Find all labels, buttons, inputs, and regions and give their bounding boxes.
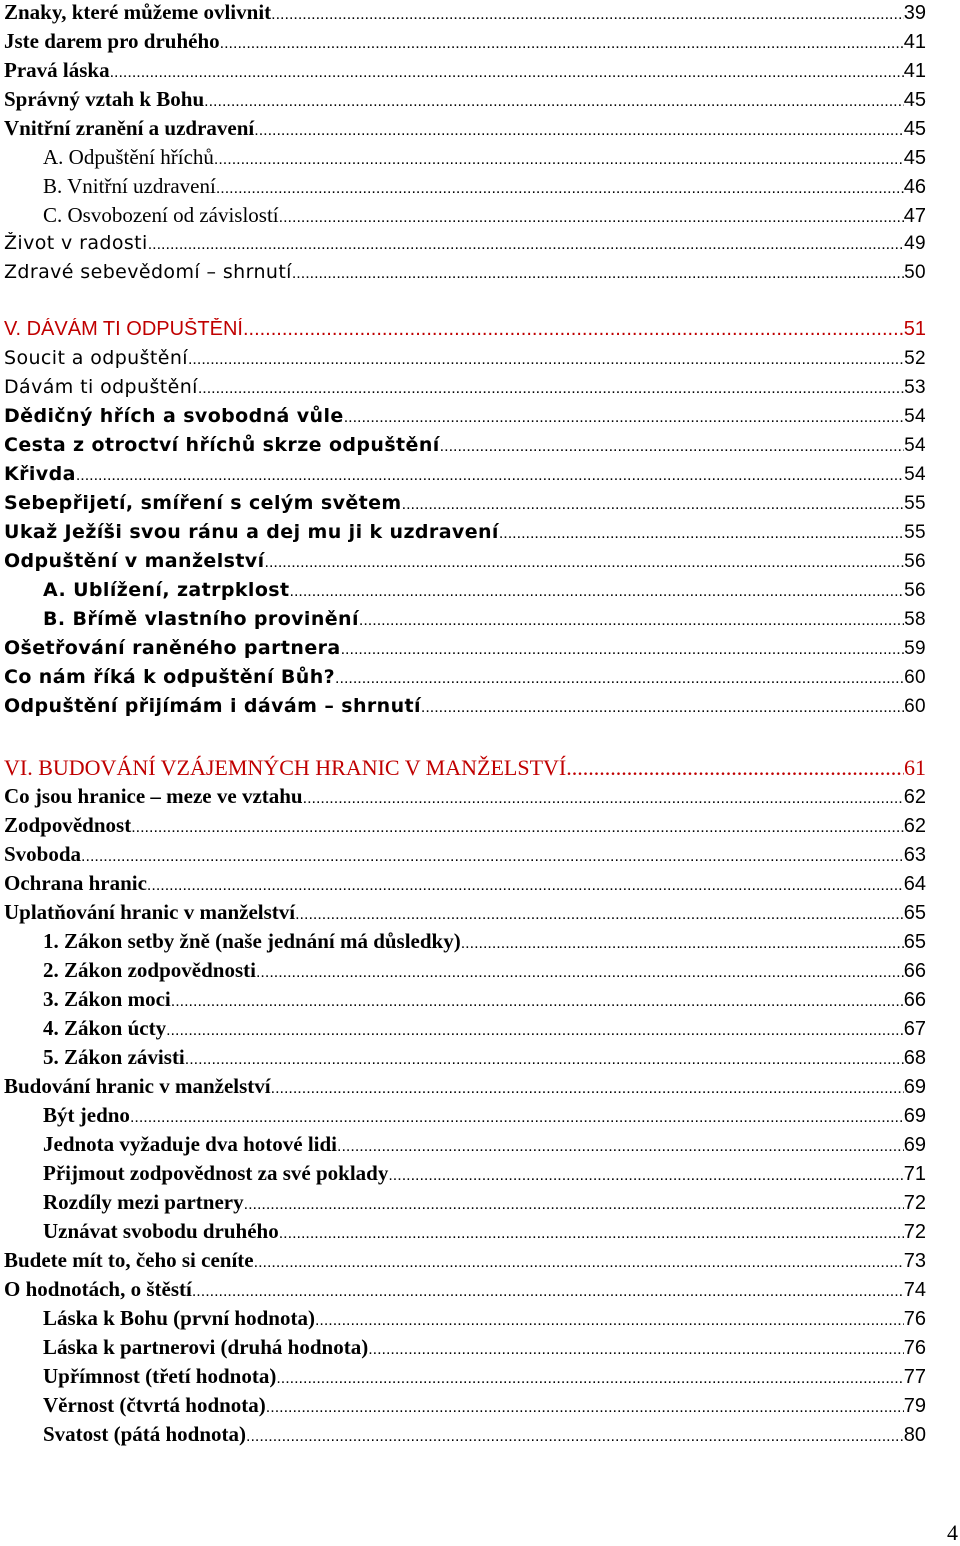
toc-entry-title: Správný vztah k Bohu [4, 87, 205, 111]
dot-leader [266, 1399, 904, 1417]
toc-entry[interactable] [43, 608, 926, 637]
dot-leader [335, 670, 904, 688]
toc-entry-title: Dávám ti odpuštění [4, 376, 198, 398]
toc-entry-title: Jednota vyžaduje dva hotové lidi [43, 1132, 338, 1156]
toc-entry[interactable] [4, 1277, 926, 1306]
page-number: 4 [947, 1520, 958, 1545]
toc-entry-title: Odpuštění v manželství [4, 550, 265, 572]
dot-leader [290, 583, 905, 601]
toc-entry[interactable] [43, 1335, 926, 1364]
toc-entry-title: B. Vnitřní uzdravení [43, 174, 216, 198]
toc-entry-title: Přijmout zodpovědnost za své poklady [43, 1161, 389, 1185]
toc-entry-title: Láska k partnerovi (druhá hodnota) [43, 1335, 369, 1359]
toc-entry[interactable] [4, 463, 926, 492]
toc-entry[interactable] [4, 0, 926, 29]
toc-entry-title: 2. Zákon zodpovědnosti [43, 958, 256, 982]
dot-leader [566, 755, 904, 781]
toc-entry-page: 55 [904, 493, 926, 514]
dot-leader [388, 1167, 903, 1185]
dot-leader [265, 554, 905, 572]
toc-entry[interactable] [4, 1248, 926, 1277]
toc-entry[interactable] [4, 492, 926, 521]
toc-entry-title: 4. Zákon úcty [43, 1016, 167, 1040]
dot-leader [243, 318, 904, 341]
dot-leader [130, 1109, 904, 1127]
toc-entry[interactable] [43, 1045, 926, 1074]
dot-leader [216, 180, 904, 198]
dot-leader [256, 964, 904, 982]
toc-entry-page: 65 [903, 931, 926, 953]
toc-entry[interactable] [43, 1132, 926, 1161]
toc-entry-title: Zdravé sebevědomí – shrnutí [4, 261, 292, 283]
toc-entry-title: Život v radosti [4, 232, 148, 254]
toc-entry-title: Křivda [4, 463, 76, 485]
dot-leader [461, 935, 904, 953]
toc-entry-page: 51 [903, 318, 926, 340]
dot-leader [315, 1312, 904, 1330]
toc-entry[interactable] [43, 1190, 926, 1219]
dot-leader [402, 496, 904, 514]
toc-entry-title: A. Odpuštění hříchů [43, 145, 214, 169]
toc-entry-page: 54 [904, 435, 926, 456]
toc-entry[interactable] [43, 1393, 926, 1422]
toc-entry-title: Věrnost (čtvrtá hodnota) [43, 1393, 266, 1417]
toc-entry-title: Uplatňování hranic v manželství [4, 900, 296, 924]
dot-leader [192, 1283, 904, 1301]
toc-entry-page: 60 [904, 667, 926, 688]
dot-leader [188, 351, 904, 369]
toc-entry[interactable] [43, 174, 926, 203]
dot-leader [295, 906, 904, 924]
toc-entry-page: 46 [903, 176, 926, 198]
toc-entry[interactable] [43, 1422, 926, 1451]
dot-leader [359, 612, 904, 630]
toc-entry[interactable] [43, 987, 926, 1016]
toc-entry[interactable] [43, 958, 926, 987]
toc-entry-page: 80 [903, 1424, 926, 1446]
toc-entry-page: 45 [903, 89, 926, 111]
toc-entry-page: 72 [903, 1221, 926, 1243]
toc-entry[interactable] [4, 521, 926, 550]
toc-entry-page: 68 [903, 1047, 926, 1069]
toc-entry[interactable] [4, 29, 926, 58]
toc-entry-page: 62 [903, 815, 926, 837]
toc-entry-page: 72 [903, 1192, 926, 1214]
toc-entry-page: 62 [903, 786, 926, 808]
toc-entry-title: A. Ublížení, zatrpklost [43, 579, 290, 601]
toc-entry-page: 58 [904, 609, 926, 630]
toc-entry[interactable] [4, 58, 926, 87]
toc-entry-title: Pravá láska [4, 58, 110, 82]
toc-entry[interactable] [43, 1306, 926, 1335]
toc-entry-title: Dědičný hřích a svobodná vůle [4, 405, 344, 427]
toc-entry-page: 64 [903, 873, 926, 895]
toc-entry-title: C. Osvobození od závislostí [43, 203, 279, 227]
toc-entry[interactable] [4, 784, 926, 813]
toc-entry-page: 56 [904, 580, 926, 601]
toc-entry[interactable] [43, 203, 926, 232]
dot-leader [131, 819, 904, 837]
toc-entry[interactable] [4, 347, 926, 376]
toc-entry-title: Budování hranic v manželství [4, 1074, 271, 1098]
toc-entry-title: Znaky, které můžeme ovlivnit [4, 0, 272, 24]
toc-entry[interactable] [4, 813, 926, 842]
dot-leader [344, 409, 904, 427]
toc-entry-page: 53 [904, 377, 926, 398]
dot-leader [440, 438, 904, 456]
toc-entry-page: 76 [903, 1337, 926, 1359]
toc-entry-title: Svoboda [4, 842, 82, 866]
toc-entry-page: 39 [903, 2, 926, 24]
dot-leader [421, 699, 904, 717]
toc-entry-page: 63 [903, 844, 926, 866]
toc-entry-page: 60 [904, 696, 926, 717]
dot-leader [166, 1022, 904, 1040]
toc-entry[interactable] [4, 405, 926, 434]
toc-entry[interactable] [43, 1103, 926, 1132]
dot-leader [76, 467, 904, 485]
dot-leader [254, 122, 904, 140]
toc-entry[interactable] [43, 1364, 926, 1393]
dot-leader [214, 151, 904, 169]
toc-entry-page: 66 [903, 960, 926, 982]
toc-entry-title: Ochrana hranic [4, 871, 147, 895]
toc-entry[interactable] [4, 666, 926, 695]
toc-entry-title: V. DÁVÁM TI ODPUŠTĚNÍ [4, 318, 243, 340]
toc-entry[interactable] [4, 871, 926, 900]
toc-entry-title: Jste darem pro druhého [4, 29, 220, 53]
dot-leader [198, 380, 904, 398]
dot-leader [254, 1254, 904, 1272]
dot-leader [337, 1138, 904, 1156]
toc-entry[interactable] [43, 1161, 926, 1190]
toc-entry[interactable] [4, 842, 926, 871]
dot-leader [271, 1080, 904, 1098]
toc-entry-title: O hodnotách, o štěstí [4, 1277, 192, 1301]
toc-entry[interactable] [43, 1219, 926, 1248]
toc-entry[interactable] [4, 261, 926, 290]
dot-leader [185, 1051, 904, 1069]
toc-entry-page: 49 [904, 233, 926, 254]
dot-leader [499, 525, 904, 543]
toc-entry-page: 41 [903, 60, 926, 82]
toc-entry-page: 56 [904, 551, 926, 572]
toc-entry-page: 69 [903, 1076, 926, 1098]
toc-entry-page: 61 [904, 755, 926, 780]
toc-entry[interactable] [43, 145, 926, 174]
toc-entry-page: 45 [903, 147, 926, 169]
toc-entry-page: 55 [904, 522, 926, 543]
toc-entry[interactable] [4, 900, 926, 929]
toc-entry-page: 77 [903, 1366, 926, 1388]
toc-entry-page: 65 [903, 902, 926, 924]
toc-entry-title: 5. Zákon závisti [43, 1045, 185, 1069]
dot-leader [246, 1428, 904, 1446]
toc-entry-page: 45 [903, 118, 926, 140]
toc-entry-title: Cesta z otroctví hříchů skrze odpuštění [4, 434, 440, 456]
dot-leader [220, 35, 904, 53]
dot-leader [244, 1196, 904, 1214]
dot-leader [81, 848, 904, 866]
toc-entry-title: Uznávat svobodu druhého [43, 1219, 279, 1243]
dot-leader [292, 265, 904, 283]
toc-entry[interactable] [4, 1074, 926, 1103]
toc-entry-title: Sebepřijetí, smíření s celým světem [4, 492, 402, 514]
toc-entry-page: 52 [904, 348, 926, 369]
toc-entry-page: 59 [904, 638, 926, 659]
dot-leader [279, 1225, 904, 1243]
toc-entry[interactable] [4, 637, 926, 666]
toc-entry[interactable] [4, 434, 926, 463]
toc-entry[interactable] [43, 579, 926, 608]
toc-entry-page: 76 [903, 1308, 926, 1330]
toc-entry-title: Soucit a odpuštění [4, 347, 188, 369]
toc-entry-page: 69 [903, 1105, 926, 1127]
dot-leader [148, 236, 904, 254]
dot-leader [303, 790, 904, 808]
toc-entry-title: 1. Zákon setby žně (naše jednání má důsledky) [43, 929, 461, 953]
dot-leader [147, 877, 904, 895]
toc-entry[interactable] [4, 116, 926, 145]
toc-entry[interactable] [43, 1016, 926, 1045]
toc-entry-page: 69 [903, 1134, 926, 1156]
dot-leader [276, 1370, 903, 1388]
toc-entry[interactable] [4, 87, 926, 116]
toc-entry-page: 74 [903, 1279, 926, 1301]
toc-entry-page: 66 [903, 989, 926, 1011]
toc-entry-page: 73 [903, 1250, 926, 1272]
toc-entry-title: Svatost (pátá hodnota) [43, 1422, 247, 1446]
toc-entry-title: VI. BUDOVÁNÍ VZÁJEMNÝCH HRANIC V MANŽELSTVÍ [4, 755, 567, 780]
toc-entry-page: 67 [903, 1018, 926, 1040]
toc-entry-title: Vnitřní zranění a uzdravení [4, 116, 255, 140]
toc-entry[interactable] [43, 929, 926, 958]
toc-entry-title: Zodpovědnost [4, 813, 132, 837]
toc-entry-title: Odpuštění přijímám i dávám – shrnutí [4, 695, 421, 717]
toc-entry[interactable] [4, 376, 926, 405]
toc-entry-title: Láska k Bohu (první hodnota) [43, 1306, 315, 1330]
toc-entry-page: 41 [903, 31, 926, 53]
toc-entry-page: 50 [904, 262, 926, 283]
toc-entry-page: 71 [903, 1163, 926, 1185]
toc-entry-page: 79 [903, 1395, 926, 1417]
toc-entry-page: 54 [904, 406, 926, 427]
dot-leader [110, 64, 904, 82]
toc-entry-page: 54 [904, 464, 926, 485]
toc-entry-title: Být jedno [43, 1103, 130, 1127]
dot-leader [204, 93, 904, 111]
toc-entry-title: Ošetřování raněného partnera [4, 637, 341, 659]
toc-entry[interactable] [4, 318, 926, 347]
dot-leader [171, 993, 904, 1011]
toc-entry[interactable] [4, 550, 926, 579]
toc-entry-title: Budete mít to, čeho si ceníte [4, 1248, 254, 1272]
toc-entry-title: Upřímnost (třetí hodnota) [43, 1364, 277, 1388]
toc-entry[interactable] [4, 232, 926, 261]
toc-entry-title: Rozdíly mezi partnery [43, 1190, 244, 1214]
toc-entry-title: 3. Zákon moci [43, 987, 171, 1011]
toc-entry-title: B. Břímě vlastního provinění [43, 608, 359, 630]
dot-leader [271, 6, 904, 24]
toc-entry[interactable] [4, 755, 926, 784]
dot-leader [341, 641, 904, 659]
toc-entry-page: 47 [903, 205, 926, 227]
dot-leader [368, 1341, 904, 1359]
toc-entry-title: Ukaž Ježíši svou ránu a dej mu ji k uzdravení [4, 521, 499, 543]
toc-entry[interactable] [4, 695, 926, 724]
dot-leader [279, 209, 904, 227]
toc-entry-title: Co nám říká k odpuštění Bůh? [4, 666, 336, 688]
toc-entry-title: Co jsou hranice – meze ve vztahu [4, 784, 303, 808]
